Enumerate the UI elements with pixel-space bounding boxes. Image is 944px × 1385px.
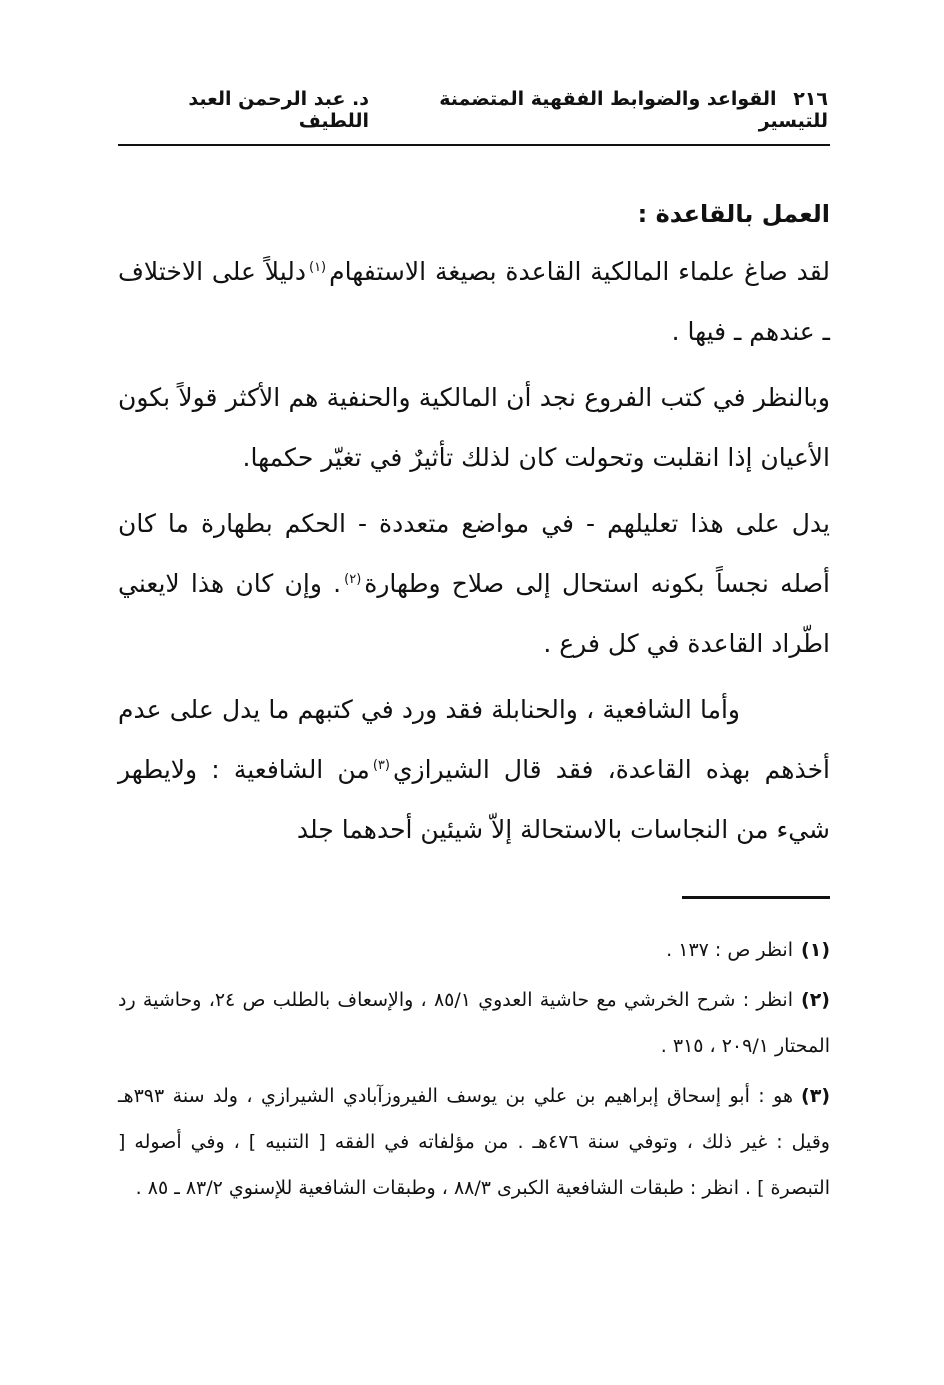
footnote-1-number: (١): [801, 939, 830, 961]
book-title: القواعد والضوابط الفقهية المتضمنة للتيسير: [439, 88, 828, 132]
footnote-2: [118, 977, 830, 1069]
header-right: [369, 88, 828, 132]
section-heading: العمل بالقاعدة :: [637, 200, 830, 228]
paragraph-1-text-cont: دليلاً على الاختلاف ـ عندهم ـ فيها .: [118, 257, 830, 346]
running-header: [118, 88, 830, 140]
header-rule: [118, 144, 830, 146]
author-name: د. عبد الرحمن العبد اللطيف: [188, 88, 370, 132]
footnote-ref-3[interactable]: (٣): [372, 757, 390, 773]
paragraph-3-text-cont: . وإن كان هذا لايعني اطّراد القاعدة في كل فرع .: [118, 569, 830, 658]
footnote-separator: [682, 896, 830, 899]
footnotes: [118, 927, 830, 1211]
footnote-2-number: (٢): [801, 989, 830, 1011]
paragraph-1: [118, 242, 830, 362]
paragraph-3-text: يدل على هذا تعليلهم - في مواضع متعددة - الحكم بطهارة ما كان أصله نجساً بكونه استحال إلى صلاح وطهارة: [118, 509, 830, 598]
paragraph-1-text: لقد صاغ علماء المالكية القاعدة بصيغة الاستفهام: [329, 257, 830, 286]
footnote-1-text: انظر ص : ١٣٧ .: [666, 939, 794, 961]
footnote-1: [118, 927, 830, 973]
footnote-2-text: انظر : شرح الخرشي مع حاشية العدوي ٨٥/١ ، والإسعاف بالطلب ص ٢٤، وحاشية رد المحتار ٢٠٩/١ ، ٣١٥ .: [118, 989, 830, 1057]
paragraph-2-text: وبالنظر في كتب الفروع نجد أن المالكية والحنفية هم الأكثر قولاً بكون الأعيان إذا انقلبت وتحولت كان لذلك تأثيرٌ في تغيّر حكمها.: [118, 383, 830, 472]
footnote-3-number: (٣): [801, 1085, 830, 1107]
book-page: [118, 88, 830, 1215]
page-number: ٢١٦: [793, 88, 828, 110]
footnote-3: [118, 1073, 830, 1211]
paragraph-3: [118, 494, 830, 674]
paragraph-4-text-cont: من الشافعية : ولايطهر شيء من النجاسات بالاستحالة إلاّ شيئين أحدهما جلد: [118, 755, 830, 844]
paragraph-4: [118, 680, 830, 860]
paragraph-2: [118, 368, 830, 488]
body-text: [118, 242, 830, 860]
footnote-3-text: هو : أبو إسحاق إبراهيم بن علي بن يوسف الفيروزآبادي الشيرازي ، ولد سنة ٣٩٣هـ وقيل : غير ذلك ، وتوفي سنة ٤٧٦هـ . من مؤلفاته في الفقه [ التنبيه ] ، وفي أصوله [ التبصرة ] . انظر : طبقات الشافعية الكبرى ٨٨/٣ ، وطبقات الشافعية للإسنوي ٨٣/٢ ـ ٨٥ .: [118, 1085, 830, 1199]
footnote-ref-2[interactable]: (٢): [344, 571, 362, 587]
footnote-ref-1[interactable]: (١): [308, 259, 327, 275]
paragraph-4-text: وأما الشافعية ، والحنابلة فقد ورد في كتبهم ما يدل على عدم أخذهم بهذه القاعدة، فقد قال الشيرازي: [118, 695, 830, 784]
